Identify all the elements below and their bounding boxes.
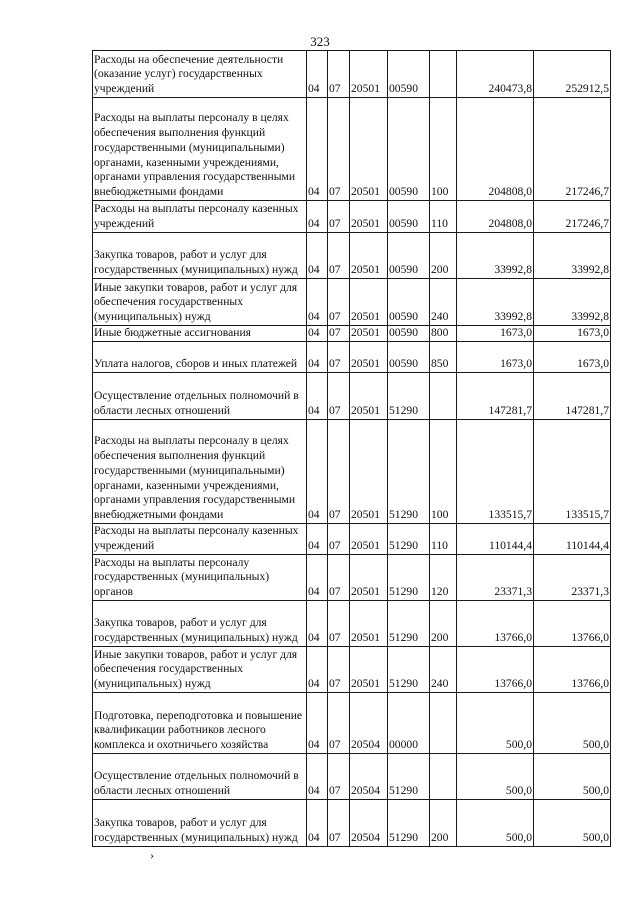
- program-code: 20501: [350, 601, 388, 647]
- table-row: [93, 326, 611, 342]
- table-row: [93, 601, 611, 647]
- budget-table: [92, 50, 611, 847]
- expense-type-code: 200: [430, 800, 457, 847]
- amount-year-1: 13766,0: [457, 647, 534, 693]
- program-code: 20501: [350, 326, 388, 342]
- subsection-code: 07: [328, 201, 350, 233]
- row-name: Осуществление отдельных полномочий в области лесных отношений: [93, 373, 307, 420]
- amount-year-2: 252912,5: [534, 51, 611, 98]
- subsection-code: 07: [328, 647, 350, 693]
- section-code: 04: [307, 201, 328, 233]
- direction-code: 51290: [388, 601, 430, 647]
- subsection-code: 07: [328, 800, 350, 847]
- row-name: Подготовка, переподготовка и повышение квалификации работников лесного комплекса и охотничьего хозяйства: [93, 693, 307, 754]
- expense-type-code: 240: [430, 279, 457, 326]
- amount-year-1: 500,0: [457, 754, 534, 800]
- expense-type-code: 100: [430, 98, 457, 201]
- row-name: Расходы на выплаты персоналу в целях обеспечения выполнения функций государственными (муниципальными) органами, казенными учреждениями, органами управления государственными внебюджетными фондами: [93, 98, 307, 201]
- amount-year-2: 217246,7: [534, 201, 611, 233]
- subsection-code: 07: [328, 754, 350, 800]
- amount-year-1: 147281,7: [457, 373, 534, 420]
- program-code: 20501: [350, 98, 388, 201]
- direction-code: 51290: [388, 373, 430, 420]
- amount-year-1: 133515,7: [457, 420, 534, 524]
- expense-type-code: [430, 693, 457, 754]
- program-code: 20501: [350, 233, 388, 279]
- section-code: 04: [307, 373, 328, 420]
- amount-year-2: 1673,0: [534, 342, 611, 373]
- program-code: 20501: [350, 647, 388, 693]
- expense-type-code: 110: [430, 524, 457, 555]
- amount-year-2: 33992,8: [534, 279, 611, 326]
- row-name: Закупка товаров, работ и услуг для государственных (муниципальных) нужд: [93, 601, 307, 647]
- direction-code: 00590: [388, 326, 430, 342]
- table-row: [93, 693, 611, 754]
- amount-year-1: 500,0: [457, 693, 534, 754]
- direction-code: 00590: [388, 342, 430, 373]
- amount-year-1: 110144,4: [457, 524, 534, 555]
- amount-year-2: 110144,4: [534, 524, 611, 555]
- program-code: 20501: [350, 342, 388, 373]
- amount-year-2: 13766,0: [534, 647, 611, 693]
- amount-year-2: 23371,3: [534, 555, 611, 601]
- amount-year-2: 500,0: [534, 754, 611, 800]
- amount-year-1: 500,0: [457, 800, 534, 847]
- subsection-code: 07: [328, 555, 350, 601]
- section-code: 04: [307, 420, 328, 524]
- row-name: Закупка товаров, работ и услуг для государственных (муниципальных) нужд: [93, 233, 307, 279]
- table-row: [93, 201, 611, 233]
- row-name: Расходы на обеспечение деятельности (оказание услуг) государственных учреждений: [93, 51, 307, 98]
- table-row: [93, 373, 611, 420]
- amount-year-1: 204808,0: [457, 201, 534, 233]
- section-code: 04: [307, 601, 328, 647]
- amount-year-1: 1673,0: [457, 326, 534, 342]
- expense-type-code: 200: [430, 601, 457, 647]
- amount-year-1: 33992,8: [457, 279, 534, 326]
- row-name: Расходы на выплаты персоналу казенных учреждений: [93, 524, 307, 555]
- direction-code: 51290: [388, 420, 430, 524]
- direction-code: 51290: [388, 555, 430, 601]
- amount-year-1: 23371,3: [457, 555, 534, 601]
- expense-type-code: 850: [430, 342, 457, 373]
- amount-year-1: 13766,0: [457, 601, 534, 647]
- program-code: 20501: [350, 51, 388, 98]
- subsection-code: 07: [328, 233, 350, 279]
- direction-code: 00590: [388, 279, 430, 326]
- section-code: 04: [307, 524, 328, 555]
- expense-type-code: 110: [430, 201, 457, 233]
- table-row: [93, 555, 611, 601]
- direction-code: 51290: [388, 524, 430, 555]
- section-code: 04: [307, 279, 328, 326]
- expense-type-code: [430, 51, 457, 98]
- row-name: Осуществление отдельных полномочий в области лесных отношений: [93, 754, 307, 800]
- expense-type-code: 120: [430, 555, 457, 601]
- section-code: 04: [307, 233, 328, 279]
- amount-year-2: 500,0: [534, 800, 611, 847]
- section-code: 04: [307, 647, 328, 693]
- row-name: Уплата налогов, сборов и иных платежей: [93, 342, 307, 373]
- row-name: Расходы на выплаты персоналу казенных учреждений: [93, 201, 307, 233]
- row-name: Иные бюджетные ассигнования: [93, 326, 307, 342]
- program-code: 20504: [350, 754, 388, 800]
- row-name: Расходы на выплаты персоналу в целях обеспечения выполнения функций государственными (муниципальными) органами, казенными учреждениями, органами управления государственными внебюджетными фондами: [93, 420, 307, 524]
- table-row: [93, 51, 611, 98]
- footnote-mark: ›: [150, 848, 154, 862]
- table-row: [93, 800, 611, 847]
- table-row: [93, 647, 611, 693]
- direction-code: 00590: [388, 233, 430, 279]
- direction-code: 00590: [388, 51, 430, 98]
- program-code: 20501: [350, 373, 388, 420]
- table-row: [93, 233, 611, 279]
- amount-year-2: 133515,7: [534, 420, 611, 524]
- subsection-code: 07: [328, 326, 350, 342]
- amount-year-2: 1673,0: [534, 326, 611, 342]
- subsection-code: 07: [328, 693, 350, 754]
- table-row: [93, 342, 611, 373]
- table-row: [93, 420, 611, 524]
- section-code: 04: [307, 342, 328, 373]
- program-code: 20501: [350, 201, 388, 233]
- row-name: Иные закупки товаров, работ и услуг для обеспечения государственных (муниципальных) нужд: [93, 647, 307, 693]
- direction-code: 00590: [388, 201, 430, 233]
- table-row: [93, 98, 611, 201]
- row-name: Закупка товаров, работ и услуг для государственных (муниципальных) нужд: [93, 800, 307, 847]
- row-name: Расходы на выплаты персоналу государственных (муниципальных) органов: [93, 555, 307, 601]
- section-code: 04: [307, 51, 328, 98]
- amount-year-2: 33992,8: [534, 233, 611, 279]
- table-row: [93, 754, 611, 800]
- amount-year-1: 204808,0: [457, 98, 534, 201]
- expense-type-code: 800: [430, 326, 457, 342]
- row-name: Иные закупки товаров, работ и услуг для обеспечения государственных (муниципальных) нужд: [93, 279, 307, 326]
- subsection-code: 07: [328, 98, 350, 201]
- expense-type-code: 200: [430, 233, 457, 279]
- amount-year-1: 1673,0: [457, 342, 534, 373]
- subsection-code: 07: [328, 51, 350, 98]
- section-code: 04: [307, 326, 328, 342]
- expense-type-code: [430, 754, 457, 800]
- table-row: [93, 279, 611, 326]
- amount-year-1: 240473,8: [457, 51, 534, 98]
- subsection-code: 07: [328, 524, 350, 555]
- section-code: 04: [307, 555, 328, 601]
- section-code: 04: [307, 98, 328, 201]
- amount-year-2: 13766,0: [534, 601, 611, 647]
- section-code: 04: [307, 800, 328, 847]
- page-number: 323: [310, 34, 330, 49]
- expense-type-code: [430, 373, 457, 420]
- amount-year-2: 217246,7: [534, 98, 611, 201]
- program-code: 20504: [350, 693, 388, 754]
- amount-year-2: 147281,7: [534, 373, 611, 420]
- amount-year-1: 33992,8: [457, 233, 534, 279]
- expense-type-code: 100: [430, 420, 457, 524]
- program-code: 20501: [350, 420, 388, 524]
- program-code: 20501: [350, 279, 388, 326]
- subsection-code: 07: [328, 342, 350, 373]
- program-code: 20501: [350, 524, 388, 555]
- expense-type-code: 240: [430, 647, 457, 693]
- direction-code: 00590: [388, 98, 430, 201]
- subsection-code: 07: [328, 373, 350, 420]
- subsection-code: 07: [328, 601, 350, 647]
- direction-code: 51290: [388, 754, 430, 800]
- table-row: [93, 524, 611, 555]
- subsection-code: 07: [328, 279, 350, 326]
- section-code: 04: [307, 693, 328, 754]
- section-code: 04: [307, 754, 328, 800]
- program-code: 20501: [350, 555, 388, 601]
- amount-year-2: 500,0: [534, 693, 611, 754]
- direction-code: 51290: [388, 647, 430, 693]
- subsection-code: 07: [328, 420, 350, 524]
- direction-code: 00000: [388, 693, 430, 754]
- direction-code: 51290: [388, 800, 430, 847]
- program-code: 20504: [350, 800, 388, 847]
